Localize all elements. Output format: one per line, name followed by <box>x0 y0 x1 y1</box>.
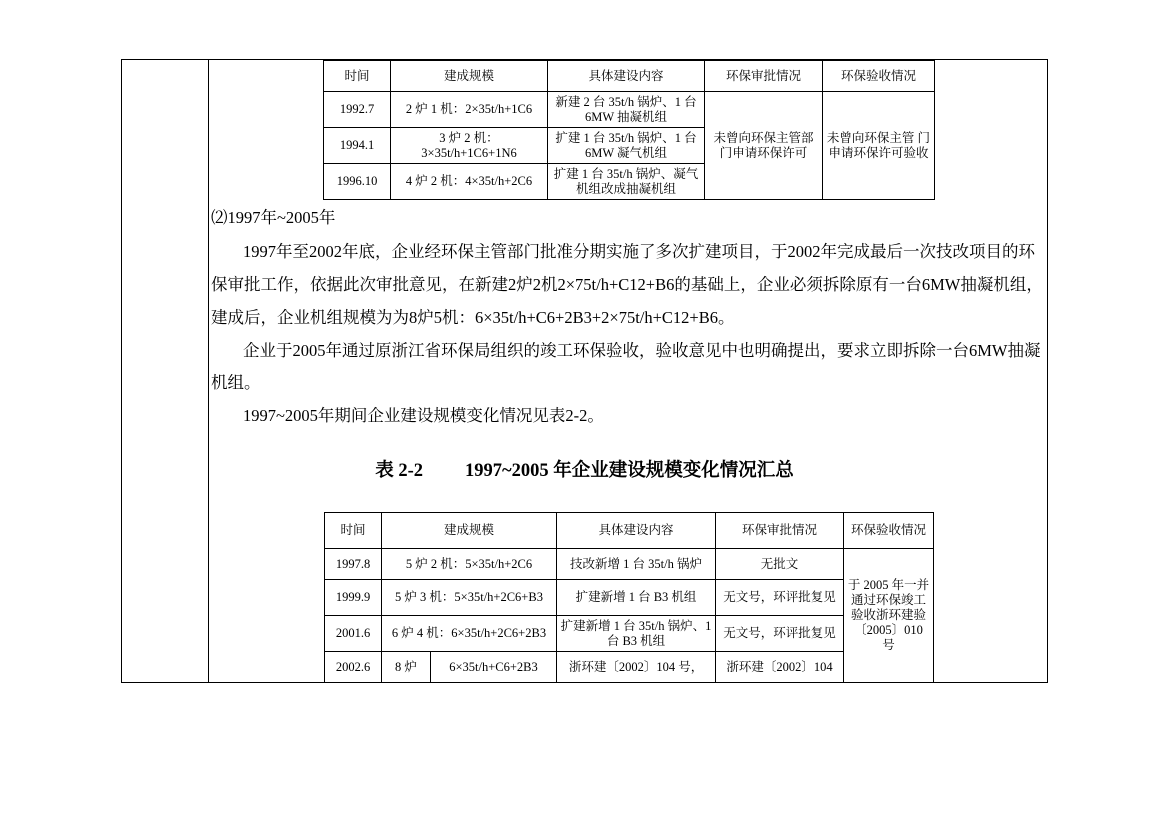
cell-scale: 4 炉 2 机：4×35t/h+2C6 <box>391 164 548 200</box>
cell-time: 2002.6 <box>325 652 382 683</box>
cell-scale: 2 炉 1 机：2×35t/h+1C6 <box>391 92 548 128</box>
cell-time: 1996.10 <box>324 164 391 200</box>
table-caption <box>0 456 1169 482</box>
paragraph-3: 1997~2005年期间企业建设规模变化情况见表2-2。 <box>243 406 604 425</box>
header-acceptance: 环保验收情况 <box>823 61 935 92</box>
table-row <box>324 92 935 128</box>
header-scale: 建成规模 <box>382 513 557 549</box>
cell-scale-capacity: 6×35t/h+C6+2B3 <box>431 652 557 683</box>
table-construction-1997-2005 <box>324 512 934 683</box>
header-time: 时间 <box>324 61 391 92</box>
section-heading: ⑵1997年~2005年 <box>211 208 336 227</box>
cell-acceptance-merged: 于 2005 年一并通过环保竣工验收浙环建验〔2005〕010 号 <box>844 549 934 683</box>
cell-scale-units: 8 炉 <box>382 652 431 683</box>
header-scale: 建成规模 <box>391 61 548 92</box>
paragraph-2-line-1: 企业于2005年通过原浙江省环保局组织的竣工环保验收，验收意见中也明确提出，要求立即拆除一台6MW抽凝 <box>243 341 1041 360</box>
cell-content: 扩建 1 台 35t/h 锅炉、凝气机组改成抽凝机组 <box>548 164 705 200</box>
cell-approval: 无文号，环评批复见 <box>716 616 844 652</box>
cell-content: 扩建 1 台 35t/h 锅炉、1 台 6MW 凝气机组 <box>548 128 705 164</box>
header-content: 具体建设内容 <box>557 513 716 549</box>
table-caption-number: 表 2-2 <box>375 461 424 481</box>
table-construction-1992-1996 <box>323 60 935 200</box>
cell-acceptance-merged: 未曾向环保主管 门申请环保许可验收 <box>823 92 935 200</box>
cell-content: 扩建新增 1 台 35t/h 锅炉、1 台 B3 机组 <box>557 616 716 652</box>
cell-scale: 5 炉 2 机：5×35t/h+2C6 <box>382 549 557 580</box>
cell-time: 1992.7 <box>324 92 391 128</box>
cell-time: 2001.6 <box>325 616 382 652</box>
cell-time: 1997.8 <box>325 549 382 580</box>
header-approval: 环保审批情况 <box>705 61 823 92</box>
paragraph-2-line-2: 机组。 <box>211 373 261 392</box>
header-time: 时间 <box>325 513 382 549</box>
cell-approval-merged: 未曾向环保主管部门申请环保许可 <box>705 92 823 200</box>
cell-content: 新建 2 台 35t/h 锅炉、1 台 6MW 抽凝机组 <box>548 92 705 128</box>
cell-content: 技改新增 1 台 35t/h 锅炉 <box>557 549 716 580</box>
table-row <box>325 549 934 580</box>
cell-content: 扩建新增 1 台 B3 机组 <box>557 580 716 616</box>
paragraph-1-line-3: 建成后，企业机组规模为为8炉5机：6×35t/h+C6+2B3+2×75t/h+C12+B6。 <box>211 308 735 327</box>
cell-scale: 5 炉 3 机：5×35t/h+2C6+B3 <box>382 580 557 616</box>
cell-content: 浙环建〔2002〕104 号， <box>557 652 716 683</box>
cell-time: 1994.1 <box>324 128 391 164</box>
cell-approval: 无批文 <box>716 549 844 580</box>
cell-approval: 无文号，环评批复见 <box>716 580 844 616</box>
table-header-row <box>325 513 934 549</box>
cell-scale: 6 炉 4 机：6×35t/h+2C6+2B3 <box>382 616 557 652</box>
table-header-row <box>324 61 935 92</box>
cell-approval: 浙环建〔2002〕104 <box>716 652 844 683</box>
cell-scale: 3 炉 2 机：3×35t/h+1C6+1N6 <box>391 128 548 164</box>
left-column-divider <box>208 60 209 682</box>
paragraph-1-line-1: 1997年至2002年底，企业经环保主管部门批准分期实施了多次扩建项目，于2002年完成最后一次技改项目的环 <box>243 242 1035 261</box>
header-acceptance: 环保验收情况 <box>844 513 934 549</box>
cell-time: 1999.9 <box>325 580 382 616</box>
header-approval: 环保审批情况 <box>716 513 844 549</box>
header-content: 具体建设内容 <box>548 61 705 92</box>
paragraph-1-line-2: 保审批工作，依据此次审批意见，在新建2炉2机2×75t/h+C12+B6的基础上，企业必须拆除原有一台6MW抽凝机组， <box>211 275 1043 294</box>
table-caption-title: 1997~2005 年企业建设规模变化情况汇总 <box>465 461 794 481</box>
table-row <box>325 580 934 616</box>
table-row <box>325 652 934 683</box>
table-row <box>325 616 934 652</box>
